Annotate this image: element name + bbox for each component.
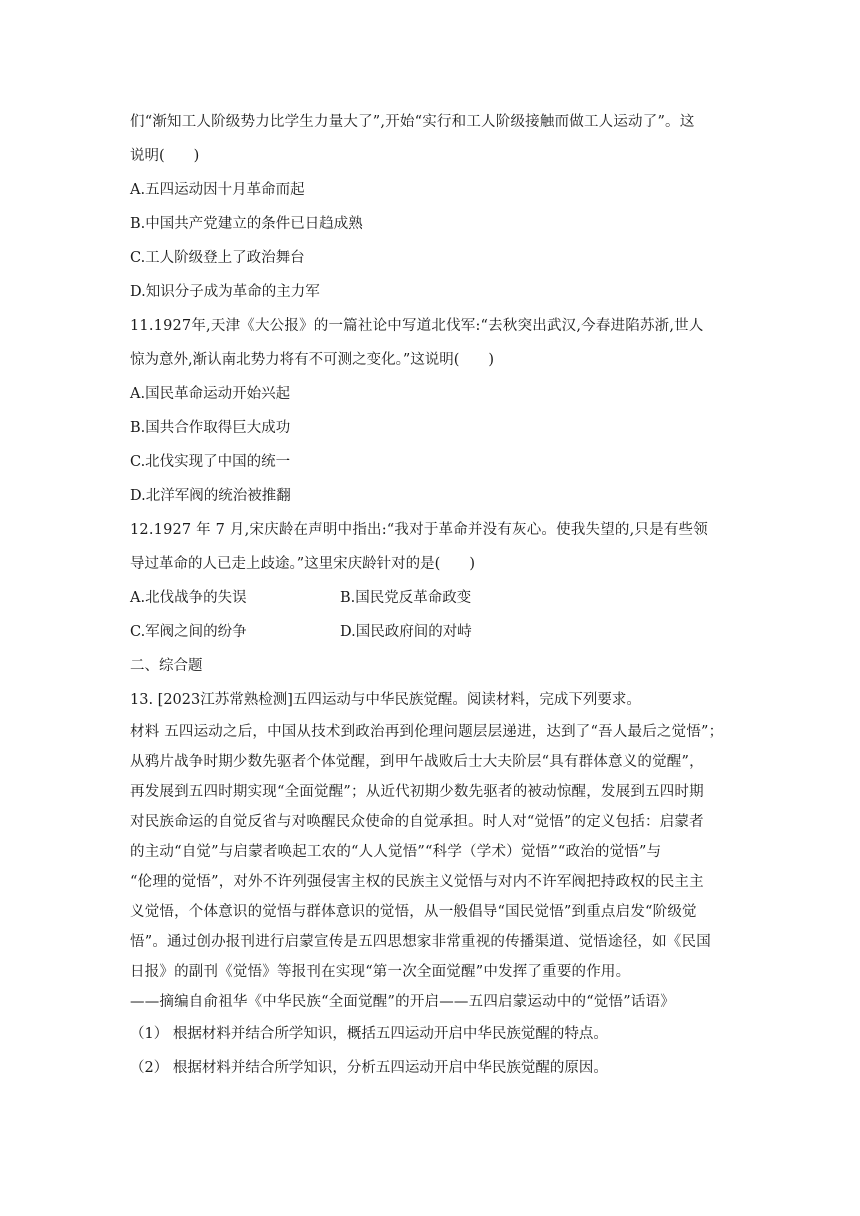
q13-material-line: 从鸦片战争时期少数先驱者个体觉醒，到甲午战败后士大夫阶层“具有群体意义的觉醒”， (130, 754, 704, 770)
q11-option-c: C.北伐实现了中国的统一 (130, 454, 291, 470)
section-heading: 二、综合题 (130, 658, 203, 674)
q13-material-line: “伦理的觉悟”，对外不许列强侵害主权的民族主义觉悟与对内不许军阀把持政权的民主主 (130, 874, 704, 890)
q13-material-line: 对民族命运的自觉反省与对唤醒民众使命的自觉承担。时人对“觉悟”的定义包括：启蒙者 (130, 814, 704, 830)
q13-title: 13. [2023江苏常熟检测]五四运动与中华民族觉醒。阅读材料，完成下列要求。 (130, 692, 641, 708)
q12-option-a: A.北伐战争的失误 (130, 590, 247, 606)
q13-material-line: 悟”。通过创办报刊进行启蒙宣传是五四思想家非常重视的传播渠道、觉悟途径，如《民国 (130, 934, 711, 950)
q12-option-c: C.军阀之间的纷争 (130, 624, 247, 640)
q13-sub-question-1: （1） 根据材料并结合所学知识，概括五四运动开启中华民族觉醒的特点。 (130, 1026, 608, 1042)
q11-option-a: A.国民革命运动开始兴起 (130, 386, 291, 402)
q11-stem-line1: 11.1927年,天津《大公报》的一篇社论中写道北伐军:“去秋突出武汉,今春进陷苏浙,世人 (130, 318, 704, 334)
q13-material-line: 义觉悟，个体意识的觉悟与群体意识的觉悟，从一般倡导“国民觉悟”到重点启发“阶级觉 (130, 904, 697, 920)
q11-stem-line2: 惊为意外,渐认南北势力将有不可测之变化。”这说明( ) (130, 352, 495, 368)
q10-option-b: B.中国共产党建立的条件已日趋成熟 (130, 216, 363, 232)
q10-option-d: D.知识分子成为革命的主力军 (130, 284, 320, 300)
q10-stem-line2: 说明( ) (130, 148, 200, 164)
q12-stem-line1: 12.1927 年 7 月,宋庆龄在声明中指出:“我对于革命并没有灰心。使我失望的,只是有些领 (130, 522, 708, 538)
q12-option-d: D.国民政府间的对峙 (340, 624, 472, 640)
q12-stem-line2: 导过革命的人已走上歧途。”这里宋庆龄针对的是( ) (130, 556, 475, 572)
q10-stem-line1: 们“渐知工人阶级势力比学生力量大了”,开始“实行和工人阶级接触而做工人运动了”。这 (130, 114, 695, 130)
q13-material-line: 的主动“自觉”与启蒙者唤起工农的“人人觉悟”“科学（学术）觉悟”“政治的觉悟”与 (130, 844, 662, 860)
q10-option-a: A.五四运动因十月革命而起 (130, 182, 305, 198)
q13-material-line: 材料 五四运动之后，中国从技术到政治再到伦理问题层层递进，达到了“吾人最后之觉悟”； (130, 724, 724, 740)
q10-option-c: C.工人阶级登上了政治舞台 (130, 250, 305, 266)
q13-source: ——摘编自俞祖华《中华民族“全面觉醒”的开启——五四启蒙运动中的“觉悟”话语》 (130, 994, 675, 1010)
q11-option-d: D.北洋军阀的统治被推翻 (130, 488, 291, 504)
q12-options-row2 (130, 622, 730, 642)
q13-material-line: 日报》的副刊《觉悟》等报刊在实现“第一次全面觉醒”中发挥了重要的作用。 (130, 964, 631, 980)
q11-option-b: B.国共合作取得巨大成功 (130, 420, 291, 436)
q13-sub-question-2: （2） 根据材料并结合所学知识，分析五四运动开启中华民族觉醒的原因。 (130, 1060, 608, 1076)
q12-options-row1 (130, 588, 730, 608)
q12-option-b: B.国民党反革命政变 (340, 590, 472, 606)
q13-material-line: 再发展到五四时期实现“全面觉醒”；从近代初期少数先驱者的被动惊醒，发展到五四时期 (130, 784, 704, 800)
